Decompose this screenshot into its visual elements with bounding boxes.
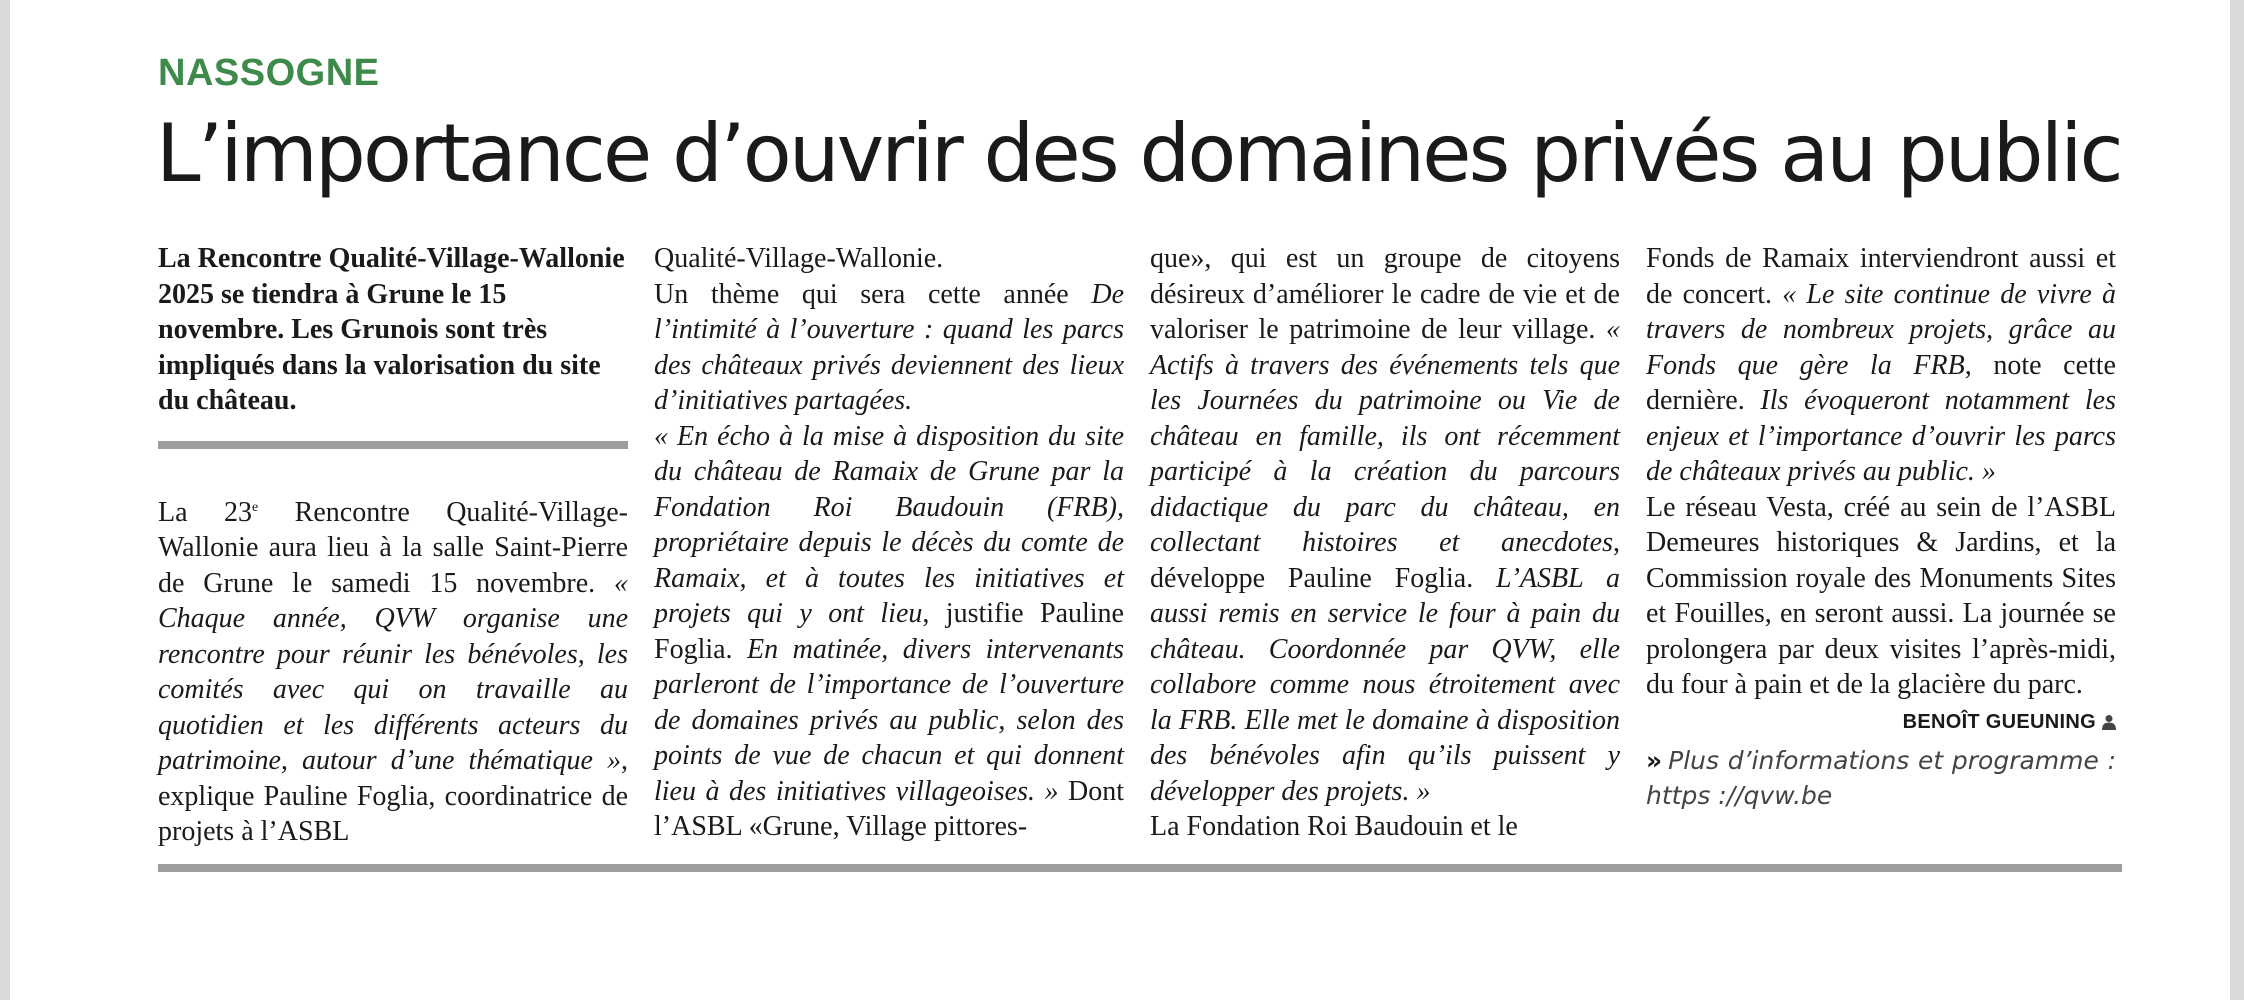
body-text: Un thème qui sera cette année (654, 278, 1092, 310)
body-text: , explique Pauline Foglia, coordinatrice de projets à l’ASBL (158, 745, 628, 847)
quote-text: « En écho à la mise à disposition du site du château de Ramaix de Grune par la Fondation Roi Baudouin (FRB), propriétaire depuis le décès du comte de Ramaix, et à toutes les initiatives et projets qui y ont lieu (654, 420, 1124, 629)
quote-text: « Actifs à travers des événements tels que les Journées du patrimoine ou Vie de château en famille, ils ont récemment participé à la création du parcours didactique du parc du château, en collectant histoires et anecdotes (1150, 314, 1620, 558)
column-1 (158, 241, 628, 850)
article-lead: La Rencontre Qualité-Village-Wallonie 2025 se tiendra à Grune le 15 novembre. Les Grunois sont très impliqués dans la valorisation du site du château. (158, 243, 625, 416)
info-link-text[interactable]: Plus d’informations et programme : https ://qvw.be (1646, 745, 2116, 810)
byline-name: BENOÎT GUEUNING (1902, 710, 2096, 733)
body-paragraph (654, 419, 1124, 845)
body-text: , développe Pauline Foglia. (1150, 527, 1620, 594)
bottom-rule (158, 864, 2122, 872)
body-paragraph (1150, 241, 1620, 809)
quote-text: Ils évoqueront notamment les enjeux et l’importance d’ouvrir les parcs de châteaux privés au public. » (1646, 385, 2116, 487)
info-line (1646, 743, 2116, 813)
theme-text: De l’intimité à l’ouverture : quand les parcs des châteaux privés deviennent des lieux d’initiatives partagées. (654, 278, 1124, 416)
column-4 (1646, 241, 2116, 813)
quote-text: « Chaque année, QVW organise une rencontre pour réunir les bénévoles, les comités avec qui on travaille au quotidien et les différents acteurs du patrimoine, autour d’une thématique » (158, 567, 628, 776)
article-headline: L’importance d’ouvrir des domaines privés au public (156, 107, 2121, 200)
section-kicker: NASSOGNE (158, 52, 380, 94)
body-text: , justifie Pauline Foglia. (654, 598, 1124, 665)
body-text: La 23 (158, 496, 252, 528)
chevron-right-icon: » (1646, 745, 1663, 775)
body-paragraph: La Fondation Roi Baudouin et le (1150, 811, 1518, 842)
column-3 (1150, 241, 1620, 845)
body-text: Rencontre Qualité-Village-Wallonie aura lieu à la salle Saint-Pierre de Grune le samedi 15 novembre. (158, 496, 629, 599)
person-icon (2102, 714, 2116, 730)
body-text: que», qui est un groupe de citoyens désireux d’améliorer le cadre de vie et de valoriser le patrimoine de leur village. (1150, 243, 1620, 345)
body-text: Dont l’ASBL «Grune, Village pittores- (654, 775, 1124, 842)
ordinal-suffix: e (252, 499, 259, 515)
quote-text: L’ASBL a aussi remis en service le four à pain du château. Coordonnée par QVW, elle collabore comme nous étroitement avec la FRB. Elle met le domaine à disposition des bénévoles afin qu’ils puissent y développer des projets. » (1150, 562, 1620, 807)
body-paragraph (158, 495, 628, 850)
body-paragraph: Qualité-Village-Wallonie. (654, 243, 944, 274)
body-paragraph (1646, 241, 2116, 490)
body-text: Fonds de Ramaix interviendront aussi et de concert. (1646, 243, 2116, 310)
body-paragraph: Le réseau Vesta, créé au sein de l’ASBL Demeures historiques & Jardins, et la Commission royale des Monuments Sites et Fouilles, en seront aussi. La journée se prolongera par deux visites l’après-midi, du four à pain et de la glacière du parc. (1646, 491, 2116, 700)
column-2 (654, 241, 1124, 845)
newspaper-page (10, 0, 2230, 1000)
quote-text: « Le site continue de vivre à travers de nombreux projets, grâce au Fonds que gère la FRB (1646, 278, 2116, 381)
body-paragraph (654, 277, 1124, 419)
body-text: , note cette dernière. (1646, 349, 2116, 416)
lead-separator (158, 441, 628, 449)
byline (1646, 707, 2116, 737)
quote-text: En matinée, divers intervenants parleront de l’importance de l’ouverture de domaines privés au public, selon des points de vue de chacun et qui donnent lieu à des initiatives villageoises. » (654, 633, 1124, 807)
